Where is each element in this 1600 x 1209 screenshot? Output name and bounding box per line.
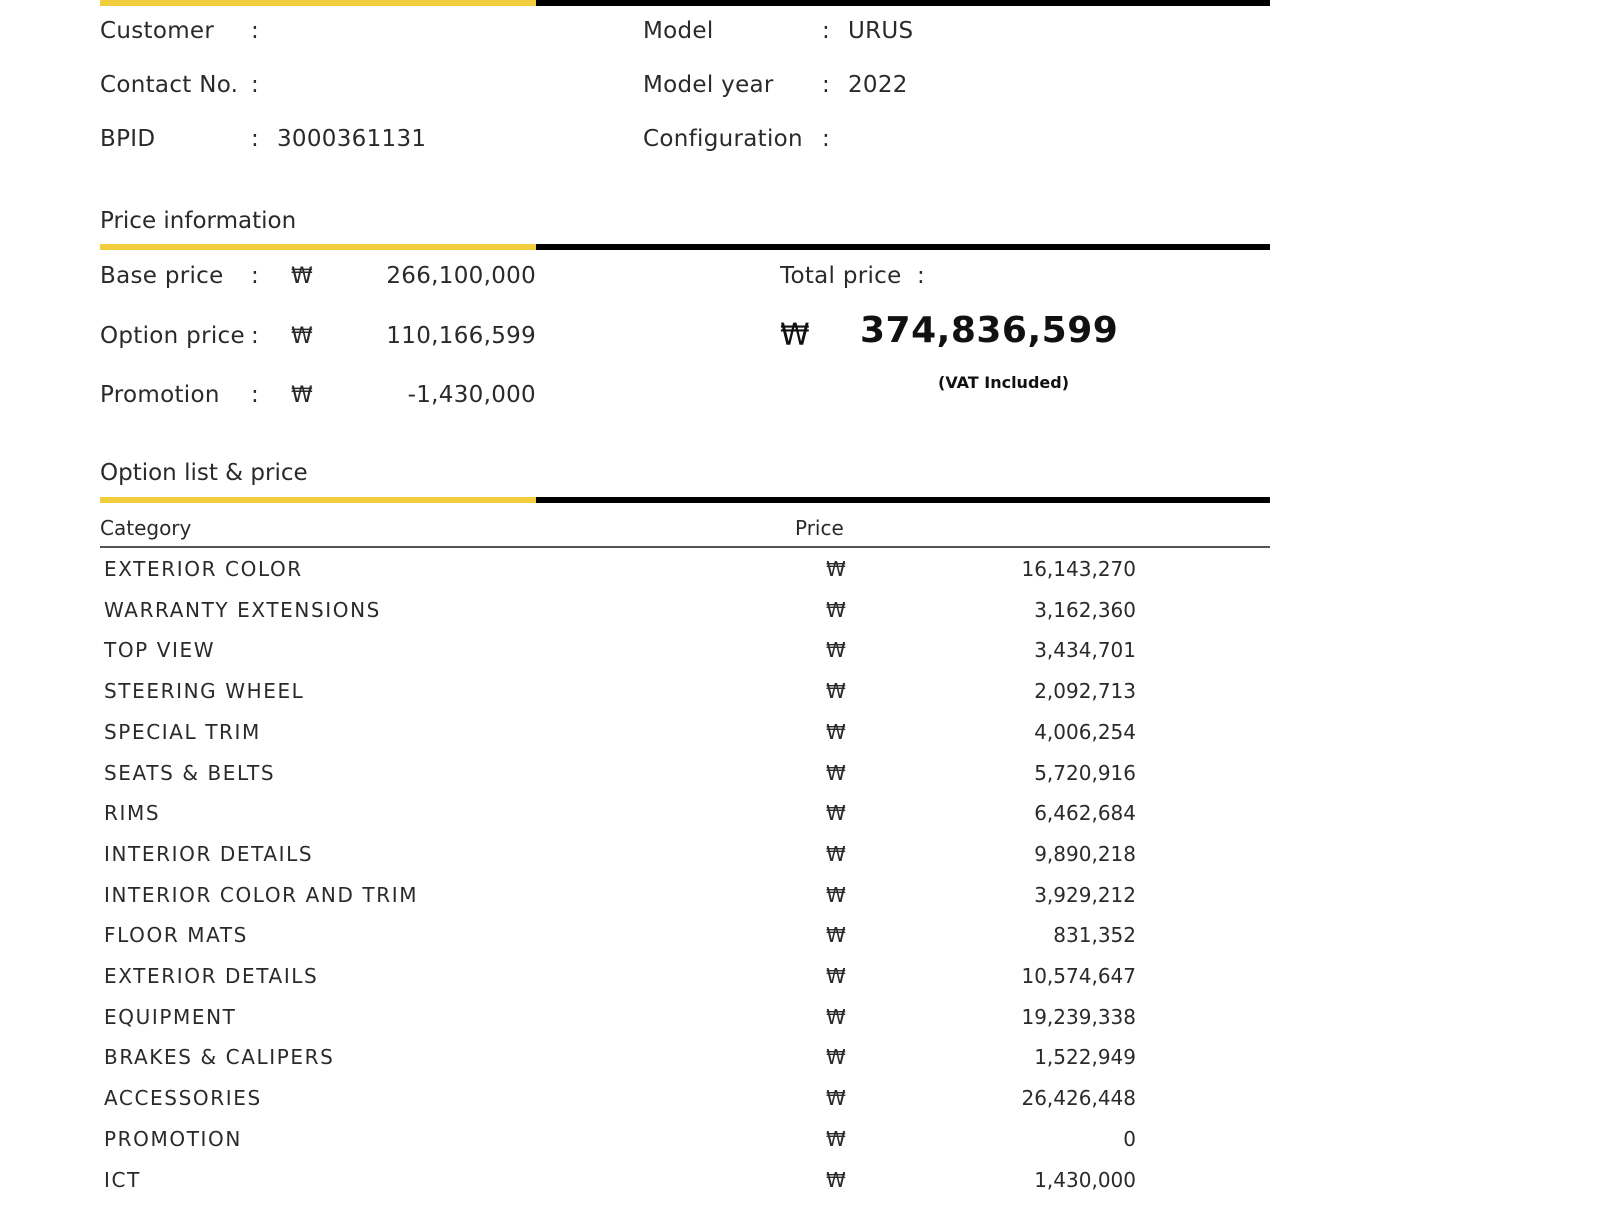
- option-price: 831,352: [1053, 923, 1136, 948]
- column-header-price: Price: [795, 516, 844, 540]
- bpid-separator: :: [251, 126, 260, 152]
- option-category: EXTERIOR DETAILS: [104, 964, 319, 988]
- option-category: INTERIOR DETAILS: [104, 841, 314, 866]
- option-currency: ₩: [826, 1126, 846, 1151]
- option-category: STEERING WHEEL: [104, 679, 305, 704]
- option-currency: ₩: [826, 557, 846, 581]
- bpid-value: 3000361131: [277, 126, 427, 152]
- table-row: [100, 1086, 1140, 1127]
- table-row: [100, 1005, 1140, 1046]
- table-row: [100, 1168, 1140, 1209]
- option-category: WARRANTY EXTENSIONS: [104, 597, 381, 622]
- total-price-label: Total price: [780, 263, 902, 289]
- option-price: 2,092,713: [1034, 679, 1136, 704]
- model-value: URUS: [848, 18, 914, 44]
- option-currency: ₩: [826, 923, 846, 948]
- option-price: 3,162,360: [1034, 597, 1136, 622]
- option-list-divider: [100, 497, 1270, 503]
- option-currency: ₩: [826, 964, 846, 988]
- option-currency: ₩: [826, 1045, 846, 1070]
- option-category: INTERIOR COLOR AND TRIM: [104, 882, 419, 907]
- option-currency: ₩: [826, 1167, 846, 1192]
- option-category: TOP VIEW: [104, 638, 216, 663]
- top-divider: [100, 0, 1270, 6]
- table-row: [100, 638, 1140, 679]
- option-price-separator: :: [251, 323, 260, 349]
- option-price: 26,426,448: [1021, 1086, 1136, 1111]
- option-category: ACCESSORIES: [104, 1086, 262, 1111]
- model-label: Model: [643, 18, 714, 44]
- table-row: [100, 1045, 1140, 1086]
- total-price-separator: :: [917, 263, 926, 289]
- base-price-separator: :: [251, 263, 260, 289]
- option-currency: ₩: [826, 597, 846, 622]
- option-category: PROMOTION: [104, 1126, 242, 1151]
- price-info-divider: [100, 244, 1270, 250]
- option-price-label: Option price: [100, 323, 245, 349]
- option-price: 19,239,338: [1021, 1004, 1136, 1029]
- option-currency: ₩: [826, 1004, 846, 1029]
- promotion-value: -1,430,000: [407, 382, 536, 408]
- option-category: SEATS & BELTS: [104, 760, 276, 785]
- price-info-title: Price information: [100, 208, 297, 234]
- model-year-value: 2022: [848, 72, 908, 98]
- option-category: SPECIAL TRIM: [104, 719, 261, 744]
- table-row: [100, 883, 1140, 924]
- table-row: [100, 801, 1140, 842]
- configuration-separator: :: [822, 126, 831, 152]
- option-currency: ₩: [826, 638, 846, 663]
- option-price: 16,143,270: [1021, 557, 1136, 581]
- option-currency: ₩: [826, 760, 846, 785]
- base-price-label: Base price: [100, 263, 224, 289]
- promotion-label: Promotion: [100, 382, 220, 408]
- option-category: ICT: [104, 1167, 141, 1192]
- contact-label: Contact No.: [100, 72, 239, 98]
- option-currency: ₩: [826, 679, 846, 704]
- customer-separator: :: [251, 18, 260, 44]
- option-currency: ₩: [826, 719, 846, 744]
- option-category: RIMS: [104, 801, 161, 826]
- promotion-currency: ₩: [291, 383, 313, 408]
- option-price: 6,462,684: [1034, 801, 1136, 826]
- option-price-value: 110,166,599: [386, 323, 536, 349]
- option-price: 5,720,916: [1034, 760, 1136, 785]
- total-price-value: 374,836,599: [860, 310, 1119, 351]
- option-price-currency: ₩: [291, 324, 313, 349]
- column-header-category: Category: [100, 516, 192, 540]
- option-price: 0: [1123, 1126, 1136, 1151]
- option-category: FLOOR MATS: [104, 923, 248, 948]
- table-row: [100, 557, 1140, 598]
- table-row: [100, 964, 1140, 1005]
- option-price: 3,434,701: [1034, 638, 1136, 663]
- model-year-label: Model year: [643, 72, 774, 98]
- contact-separator: :: [251, 72, 260, 98]
- model-year-separator: :: [822, 72, 831, 98]
- table-header-rule: [100, 546, 1270, 548]
- option-price: 1,430,000: [1034, 1167, 1136, 1192]
- table-row: [100, 679, 1140, 720]
- option-category: BRAKES & CALIPERS: [104, 1045, 335, 1070]
- option-price: 1,522,949: [1034, 1045, 1136, 1070]
- configuration-label: Configuration: [643, 126, 803, 152]
- option-currency: ₩: [826, 801, 846, 826]
- option-price: 4,006,254: [1034, 719, 1136, 744]
- vat-note: (VAT Included): [938, 373, 1070, 392]
- table-row: [100, 720, 1140, 761]
- option-list-title: Option list & price: [100, 460, 308, 486]
- option-currency: ₩: [826, 841, 846, 866]
- base-price-value: 266,100,000: [386, 263, 536, 289]
- option-price: 9,890,218: [1034, 841, 1136, 866]
- total-price-currency: ₩: [780, 318, 810, 353]
- option-currency: ₩: [826, 1086, 846, 1111]
- option-price: 3,929,212: [1034, 882, 1136, 907]
- table-row: [100, 761, 1140, 802]
- promotion-separator: :: [251, 382, 260, 408]
- table-row: [100, 842, 1140, 883]
- table-row: [100, 598, 1140, 639]
- option-category: EXTERIOR COLOR: [104, 557, 303, 581]
- option-price: 10,574,647: [1021, 964, 1136, 988]
- option-currency: ₩: [826, 882, 846, 907]
- base-price-currency: ₩: [291, 264, 313, 289]
- table-row: [100, 1127, 1140, 1168]
- option-category: EQUIPMENT: [104, 1004, 237, 1029]
- bpid-label: BPID: [100, 126, 156, 152]
- model-separator: :: [822, 18, 831, 44]
- table-row: [100, 923, 1140, 964]
- customer-label: Customer: [100, 18, 215, 44]
